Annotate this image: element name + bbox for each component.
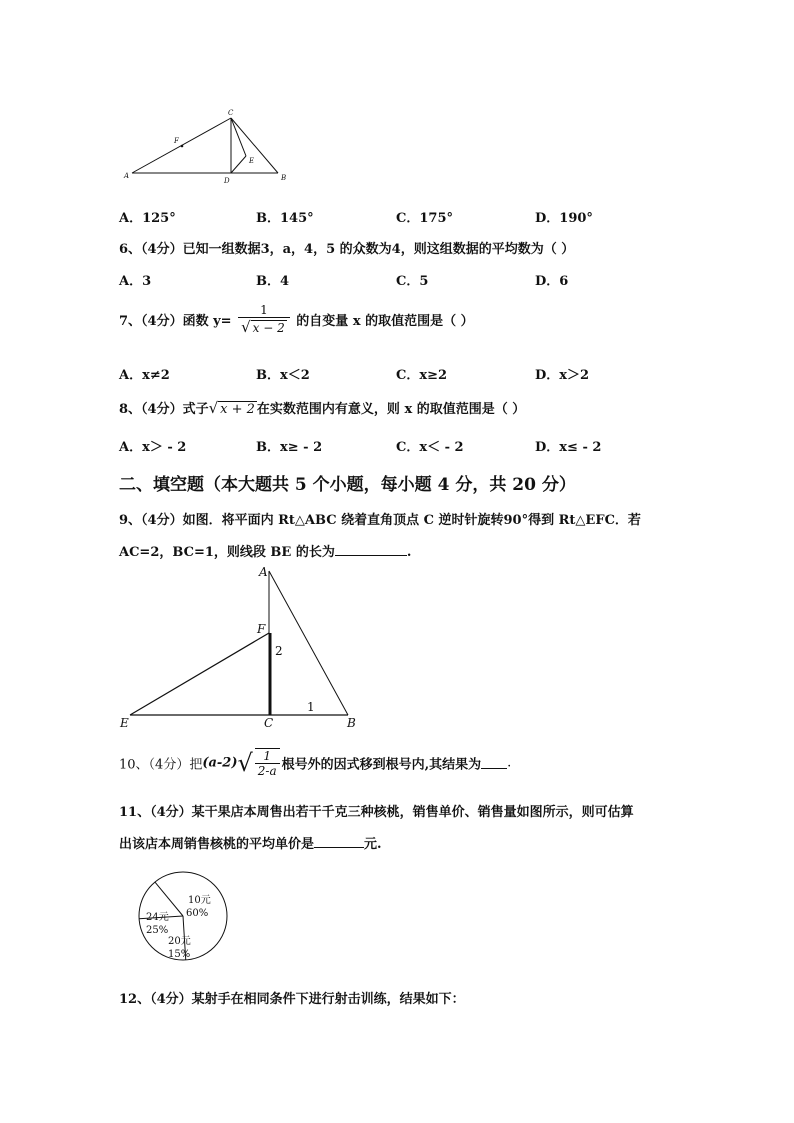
q5-label-b: B: [281, 174, 287, 182]
q5-option-c: C．175°: [396, 211, 453, 226]
q9-label-b: B: [347, 716, 356, 730]
q10-frac-num: 1: [255, 749, 280, 764]
q9-line1: 9、（4分）如图．将平面内 Rt△ABC 绕着直角顶点 C 逆时针旋转90°得到 Rt△EFC．若: [119, 513, 641, 528]
q5-label-e: E: [249, 157, 255, 165]
q9-line2-suffix: .: [406, 545, 412, 560]
pie-divider-0: [155, 882, 183, 916]
q5-triangle-figure: [118, 104, 298, 184]
q7-prefix: 7、（4分）函数 y=: [119, 314, 232, 329]
q9-line2: [119, 541, 411, 560]
q6-option-d: D．6: [535, 274, 569, 289]
q8-prefix: 8、（4分）式子: [119, 402, 209, 417]
q8-question: 8、（4分）式子√ x + 2 在实数范围内有意义，则 x 的取值范围是（ ）: [119, 399, 526, 417]
q6-option-b: B．4: [256, 274, 290, 289]
q9-label-a: A: [259, 565, 268, 579]
pie-label-price-20: 20元: [168, 936, 191, 947]
q5-option-b: B．145°: [256, 211, 314, 226]
q8-option-c: C．x＜ - 2: [396, 440, 464, 455]
pie-label-share-60: 60%: [186, 908, 209, 919]
q10-factor: (a-2): [202, 755, 238, 771]
q8-option-d: D．x≤ - 2: [535, 440, 602, 455]
q8-option-a: A．x＞ - 2: [119, 440, 187, 455]
q5-option-d: D．190°: [535, 211, 593, 226]
q6-question: 6、（4分）已知一组数据3，a，4，5 的众数为4，则这组数据的平均数为（ ）: [119, 242, 575, 257]
q5-label-f: F: [174, 137, 179, 145]
q7-frac-num: 1: [238, 303, 290, 318]
q9-label-f: F: [257, 622, 266, 636]
q7-option-d: D．x＞2: [535, 368, 590, 383]
q5-label-a: A: [124, 172, 130, 180]
q10-question: 10、（4分）把(a-2)√ $\frac{1}{2-a}$ 根号外的因式移到根号内,其结果为 .: [119, 749, 512, 778]
q12-question: 12、（4分）某射手在相同条件下进行射击训练，结果如下：: [119, 992, 465, 1007]
q11-answer-blank[interactable]: [314, 836, 364, 848]
q10-fraction: [255, 748, 280, 778]
q7-suffix: 的自变量 x 的取值范围是（ ）: [296, 314, 474, 329]
q8-option-b: B．x≥ - 2: [256, 440, 323, 455]
section-heading-fill-in: 二、填空题（本大题共 5 个小题，每小题 4 分，共 20 分）: [119, 475, 576, 495]
pie-label-share-25: 25%: [146, 925, 169, 936]
q6-option-c: C．5: [396, 274, 429, 289]
q10-answer-blank[interactable]: [481, 757, 507, 769]
q10-suffix: 根号外的因式移到根号内,其结果为: [281, 757, 482, 773]
q11-line2-suffix: 元.: [364, 837, 382, 852]
q7-option-b: B．x＜2: [256, 368, 310, 383]
pie-label-share-15: 15%: [168, 949, 191, 960]
q7-question: [119, 303, 474, 336]
q9-label-e: E: [120, 716, 129, 730]
q7-option-c: C．x≥2: [396, 368, 448, 383]
q9-answer-blank[interactable]: [335, 544, 407, 556]
q9-label-c: C: [264, 716, 274, 730]
q7-option-a: A．x≠2: [119, 368, 170, 383]
q9-rotation-figure: [115, 563, 365, 733]
pie-label-price-24: 24元: [146, 912, 169, 923]
q10-end: .: [507, 755, 512, 771]
q5-label-c: C: [228, 109, 234, 117]
q5-option-a: A．125°: [119, 211, 176, 226]
q7-fraction: [238, 303, 290, 336]
q9-length-fc: 2: [275, 644, 283, 658]
q11-line2-prefix: 出该店本周销售核桃的平均单价是: [119, 837, 315, 852]
pie-label-price-10: 10元: [188, 895, 211, 906]
q9-line2-prefix: AC=2，BC=1，则线段 BE 的长为: [119, 545, 335, 560]
q9-length-cb: 1: [307, 700, 315, 714]
q11-line1: 11、（4分）某干果店本周售出若干千克三种核桃，销售单价、销售量如图所示，则可估算: [119, 805, 634, 820]
q11-pie-chart: [133, 870, 235, 962]
q8-suffix: 在实数范围内有意义，则 x 的取值范围是（ ）: [256, 402, 526, 417]
q10-frac-den: 2-a: [257, 764, 277, 778]
q5-label-d: D: [224, 177, 230, 184]
q6-option-a: A．3: [119, 274, 152, 289]
q11-line2: [119, 833, 382, 852]
q8-radicand: x + 2: [220, 402, 255, 417]
q10-prefix: 10、（4分）把: [119, 757, 203, 773]
q7-frac-den: √ x − 2: [241, 318, 285, 336]
